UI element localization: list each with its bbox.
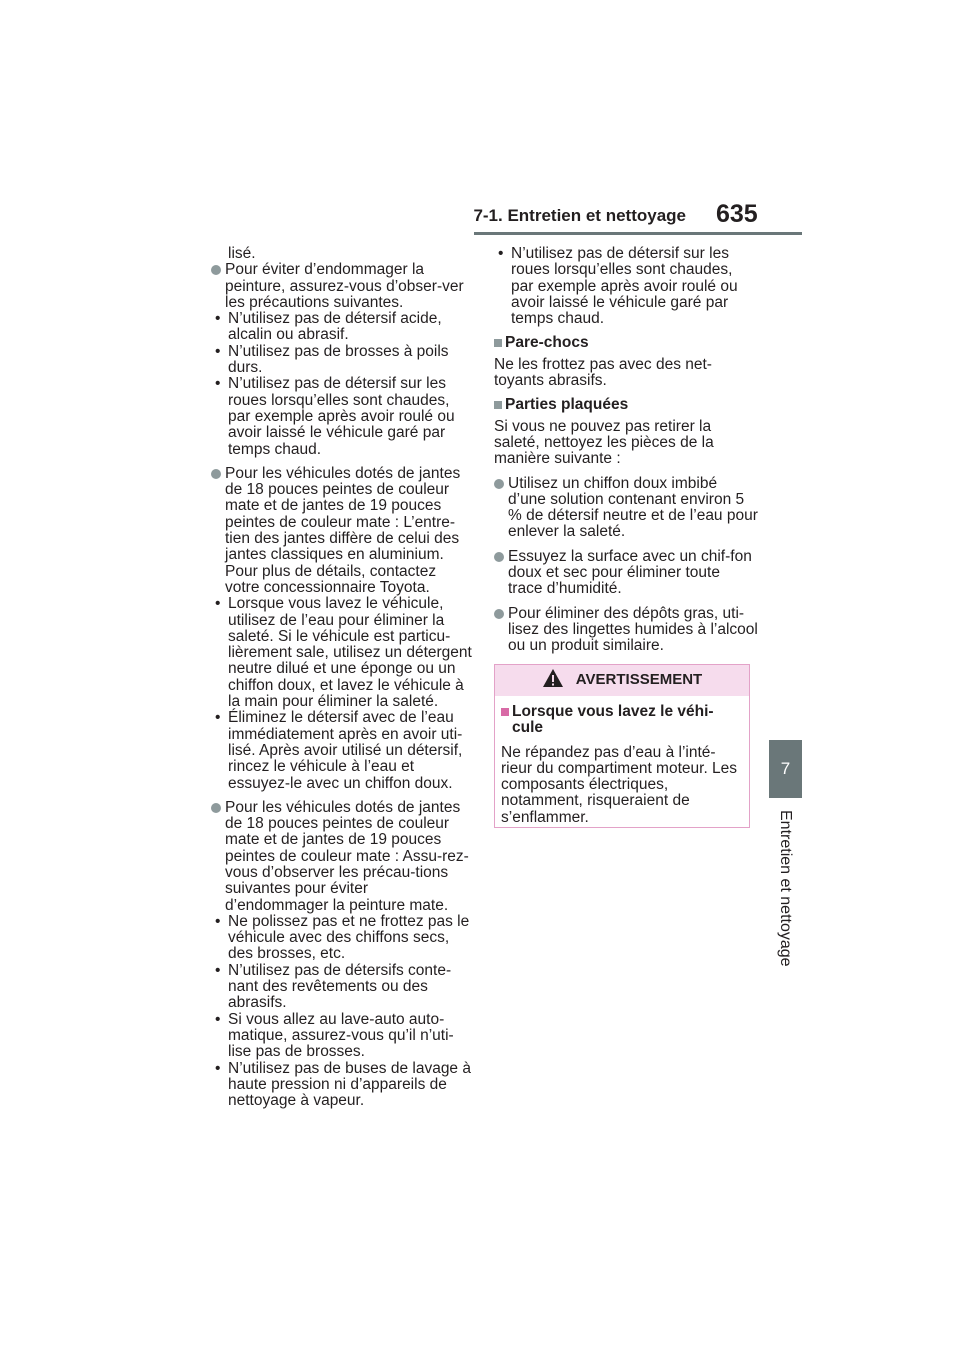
sub-item: • N’utilisez pas de détersif sur les roues lorsqu’elles sont chaudes, par exemple après avoir roulé ou avoir laissé le véhicule garé par temps chaud. [211, 376, 473, 457]
sub-item: • Éliminez le détersif avec de l’eau immédiatement après en avoir uti-lisé. Après avoir utilisé un détersif, rincez le véhicule à l’eau et essuyez-le avec un chiffon doux. [211, 710, 473, 791]
bumpers-section [494, 335, 758, 389]
page-number: 635 [716, 200, 758, 228]
sub-item: • Ne polissez pas et ne frottez pas le véhicule avec des chiffons secs, des brosses, etc. [211, 914, 473, 963]
bullet-item: Pour les véhicules dotés de jantes de 18 pouces peintes de couleur mate et de jantes de 19 pouces peintes de couleur mate : L’entre-tien des jantes diffère de celui des jantes classiques en aluminium. Pour plus de détails, contactez votre concessionnaire Toyota. [211, 466, 473, 596]
sub-item: • Si vous allez au lave-auto auto-matique, assurez-vous qu’il n’uti-lise pas de brosses. [211, 1012, 473, 1061]
warning-label: AVERTISSEMENT [575, 671, 703, 689]
warning-triangle-icon [542, 668, 564, 692]
sub-item: • N’utilisez pas de détersif sur les roues lorsqu’elles sont chaudes, par exemple après avoir roulé ou avoir laissé le véhicule garé par temps chaud. [494, 246, 758, 327]
sub-item: • Lorsque vous lavez le véhicule, utilisez de l’eau pour éliminer la saleté. Si le véhicule est particu-lièrement sale, utilisez un détergent neutre dilué et une éponge ou un chiffon doux, et lavez le véhicule à la main pour éliminer la saleté. [211, 596, 473, 710]
bullet-item: Pour les véhicules dotés de jantes de 18 pouces peintes de couleur mate et de jantes de 19 pouces peintes de couleur mate : Assu-rez-vous d’observer les précau-tions suivantes pour éviter d’endommager la peinture mate. [211, 800, 473, 914]
section-text: Si vous ne pouvez pas retirer la saleté, nettoyez les pièces de la manière suivante : [494, 417, 714, 468]
sub-item: • N’utilisez pas de détersif acide, alcalin ou abrasif. [211, 311, 473, 344]
warning-header [495, 665, 749, 696]
header-rule [474, 232, 802, 235]
top-sub-block [494, 246, 758, 327]
bullet-item: Utilisez un chiffon doux imbibé d’une solution contenant environ 5 % de détersif neutre et de l’eau pour enlever la saleté. [494, 476, 758, 541]
matte-paint-block [211, 800, 473, 1110]
section-heading: Pare-chocs [494, 335, 758, 351]
sub-item: • N’utilisez pas de buses de lavage à haute pression ni d’appareils de nettoyage à vapeur. [211, 1061, 473, 1110]
plated-parts-section [494, 397, 758, 654]
warning-text: Ne répandez pas d’eau à l’inté-rieur du compartiment moteur. Les composants électriques, notamment, risqueraient de s’enflammer. [501, 743, 738, 826]
chapter-tab: 7 [769, 740, 802, 798]
sub-item: • N’utilisez pas de brosses à poils durs. [211, 344, 473, 377]
paint-care-block [211, 262, 473, 458]
bullet-item: Pour éliminer des dépôts gras, uti-lisez des lingettes humides à l’alcool ou un produit similaire. [494, 606, 758, 655]
right-column [494, 246, 758, 663]
section-text: Ne les frottez pas avec des net-toyants abrasifs. [494, 355, 712, 390]
continued-text: lisé. [228, 245, 256, 262]
bullet-item: Pour éviter d’endommager la peinture, assurez-vous d’obser-ver les précautions suivantes. [211, 262, 473, 311]
section-title: 7-1. Entretien et nettoyage [473, 206, 686, 225]
sub-item: • N’utilisez pas de détersifs conte-nant des revêtements ou des abrasifs. [211, 963, 473, 1012]
warning-body [495, 696, 749, 826]
matte-wheels-block [211, 466, 473, 792]
left-column [211, 246, 473, 1117]
warning-title: Lorsque vous lavez le véhi-cule [501, 704, 744, 737]
bullet-item: Essuyez la surface avec un chif-fon doux et sec pour éliminer toute trace d’humidité. [494, 549, 758, 598]
section-heading: Parties plaquées [494, 397, 758, 413]
chapter-label: Entretien et nettoyage [777, 809, 794, 967]
warning-box [494, 664, 750, 828]
